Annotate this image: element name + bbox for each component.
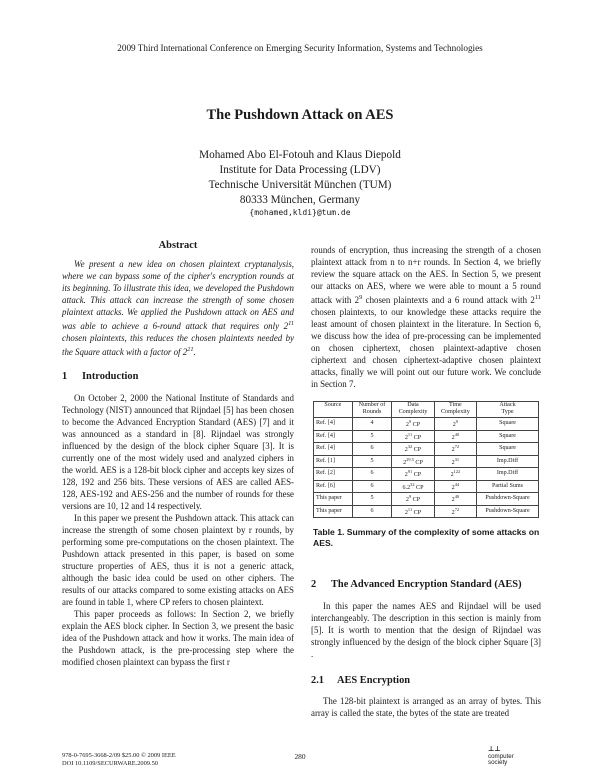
table-cell: Ref. [4] [314, 430, 353, 443]
table-cell: Imp.Diff [477, 455, 539, 468]
ieee-logo-icon: ⊥⊥ [488, 746, 501, 753]
complexity-table [313, 401, 539, 518]
table-row [314, 493, 539, 506]
table-cell: Partial Sums [477, 480, 539, 493]
table-header: Data Complexity [392, 401, 434, 417]
table-cell: $2^{44}$ [434, 480, 476, 493]
section-2-1-paragraph: The 128-bit plaintext is arranged as an array of bytes. This array is called the state, the bytes of the state are treated [311, 696, 541, 719]
table-cell: 6 [352, 443, 392, 456]
logo-line-2: society [488, 759, 508, 766]
table-cell: 6 [352, 480, 392, 493]
author-city: 80333 München, Germany [239, 194, 361, 206]
table-header: Time Complexity [434, 401, 476, 417]
section-2-1-heading [311, 675, 541, 687]
table-cell: $2^9$ [434, 417, 476, 430]
table-cell: 4 [352, 417, 392, 430]
table-cell: Imp.Diff [477, 468, 539, 481]
intro-paragraph-1: On October 2, 2000 the National Institute of Standards and Technology (NIST) announced that Rijndael [5] has been chosen to become the Advanced Encryption Standard (AES) [7] and it was announced as a standard in [8]. Rijndael was strongly influenced by the design of the block cipher Square [3]. It is currently one of the most widely used and analyzed ciphers in the world. AES is a 128-bit block cipher and accepts key sizes of 128, 192 and 256 bits. These versions of AES are called AES-128, AES-192 and AES-256 and the number of rounds for these versions are 10, 12 and 14 respectively. [62, 392, 294, 511]
table-cell: $2^{40}$ [434, 430, 476, 443]
table-row [314, 430, 539, 443]
section-number: 2 [311, 579, 317, 591]
page-number: 280 [294, 752, 306, 761]
table-cell: Square [477, 417, 539, 430]
table-cell: $2^{72}$ [434, 443, 476, 456]
section-title: AES Encryption [337, 675, 411, 687]
table-cell: This paper [314, 505, 353, 518]
section-title: The Advanced Encryption Standard (AES) [331, 579, 522, 591]
table-cell: Pushdown-Square [477, 493, 539, 506]
author-block [0, 148, 600, 208]
left-column [62, 240, 294, 668]
table-row [314, 505, 539, 518]
section-1-heading [62, 371, 294, 383]
intro-paragraph-3: This paper proceeds as follows: In Section 2, we briefly explain the AES block cipher. In Section 3, we present the basic idea of the Pushdown attack and how it works. The main idea of the Pushdown attack, is the pre-processing step where the modified chosen plaintext can bypass the first r [62, 608, 294, 667]
section-number: 2.1 [311, 675, 324, 687]
table-cell: 5 [352, 455, 392, 468]
author-names: Mohamed Abo El-Fotouh and Klaus Diepold [199, 149, 401, 161]
table-cell: 5 [352, 493, 392, 506]
footer-isbn: 978-0-7695-3668-2/09 $25.00 © 2009 IEEE [62, 752, 176, 759]
table-row [314, 480, 539, 493]
table-cell: $2^{122}$ [434, 468, 476, 481]
table-cell: $2^{29.5}$ CP [392, 455, 434, 468]
author-university: Technische Universität München (TUM) [208, 179, 392, 191]
table-cell: $2^{72}$ [434, 505, 476, 518]
table-row [314, 468, 539, 481]
table-row [314, 455, 539, 468]
abstract-heading: Abstract [158, 240, 198, 251]
table-header: Number of Rounds [352, 401, 392, 417]
table-body [314, 417, 539, 517]
computer-society-logo [488, 747, 514, 767]
section-2-heading [311, 579, 541, 591]
conference-header: 2009 Third International Conference on Emerging Security Information, Systems and Technologies [117, 43, 483, 53]
table-caption: Table 1. Summary of the complexity of some attacks on AES. [313, 527, 540, 549]
abstract-text: We present a new idea on chosen plaintext cryptanalysis, where we can bypass some of the cipher's encryption rounds at its beginning. To illustrate this idea, we developed the Pushdown attack. This attack can increase the strength of some chosen plaintext attacks. We applied the Pushdown attack on AES and was able to achieve a 6-round attack that requires only $2^{11}$ chosen plaintexts, this reduces the chosen plaintexts needed by the Square attack with a factor of $2^{21}$. [62, 259, 294, 357]
continued-paragraph: rounds of encryption, thus increasing the strength of a chosen plaintext attack from n to n+r rounds. In Section 4, we briefly review the square attack on the AES. In Section 5, we present our attacks on AES, where we were able to mount a 5 round attack with $2^9$ chosen plaintexts and a 6 round attack with $2^{11}$ chosen plaintexts, to our knowledge these attacks require the least amount of chosen plaintext in the literature. In Section 6, we discuss how the idea of pre-processing can be implemented on chosen ciphertext, chosen plaintext-adaptive chosen ciphertext and chosen ciphertext-adaptive chosen plaintext attacks, finally we will point out our future work. We conclude in Section 7. [311, 245, 541, 389]
table-cell: Pushdown-Square [477, 505, 539, 518]
table-cell: Square [477, 443, 539, 456]
table-cell: $2^{91}$ CP [392, 468, 434, 481]
paper-title: The Pushdown Attack on AES [206, 107, 394, 123]
author-institute: Institute for Data Processing (LDV) [219, 164, 381, 176]
table-cell: $2^{31}$ [434, 455, 476, 468]
table-cell: Ref. [6] [314, 480, 353, 493]
table-cell: $2^{32}$ CP [392, 443, 434, 456]
table-cell: 6 [352, 468, 392, 481]
table-cell: Ref. [1] [314, 455, 353, 468]
table-cell: Ref. [4] [314, 417, 353, 430]
logo-line-1: computer [488, 752, 514, 760]
table-row [314, 443, 539, 456]
section-2-paragraph: In this paper the names AES and Rijndael will be used interchangeably. The description in this section is mainly from [5]. It is worth to mention that the design of Rijndael was strongly influenced by the design of the block cipher Square [3] . [311, 601, 541, 660]
table-row [314, 417, 539, 430]
intro-paragraph-2: In this paper we present the Pushdown attack. This attack can increase the strength of some chosen plaintext by r rounds, by performing some pre-computations on the chosen plaintext. The Pushdown attack presented in this paper, is based on some structure properties of AES, thus it is not a generic attack, although the basic idea could be used on other ciphers. The results of our attacks compared to some existing attacks on AES are found in table 1, where CP refers to chosen plaintext. [62, 512, 294, 607]
table-cell: $2^{40}$ [434, 493, 476, 506]
footer-doi[interactable]: DOI 10.1109/SECURWARE.2009.50 [62, 760, 158, 767]
table-cell: $2^9$ CP [392, 493, 434, 506]
section-title: Introduction [82, 370, 139, 382]
table-cell: Ref. [2] [314, 468, 353, 481]
table-cell: 5 [352, 430, 392, 443]
table-cell: 6 [352, 505, 392, 518]
table-cell: $2^{11}$ CP [392, 505, 434, 518]
table-cell: $6.2^{32}$ CP [392, 480, 434, 493]
section-number: 1 [62, 370, 68, 382]
table-cell: This paper [314, 493, 353, 506]
right-column [311, 244, 541, 719]
author-email[interactable]: {mohamed,kldi}@tum.de [249, 208, 351, 217]
table-cell: Ref. [4] [314, 443, 353, 456]
table-header: Source [314, 401, 353, 417]
table-cell: $2^{11}$ CP [392, 430, 434, 443]
table-cell: $2^9$ CP [392, 417, 434, 430]
table-header: Attack Type [477, 401, 539, 417]
table-cell: Square [477, 430, 539, 443]
